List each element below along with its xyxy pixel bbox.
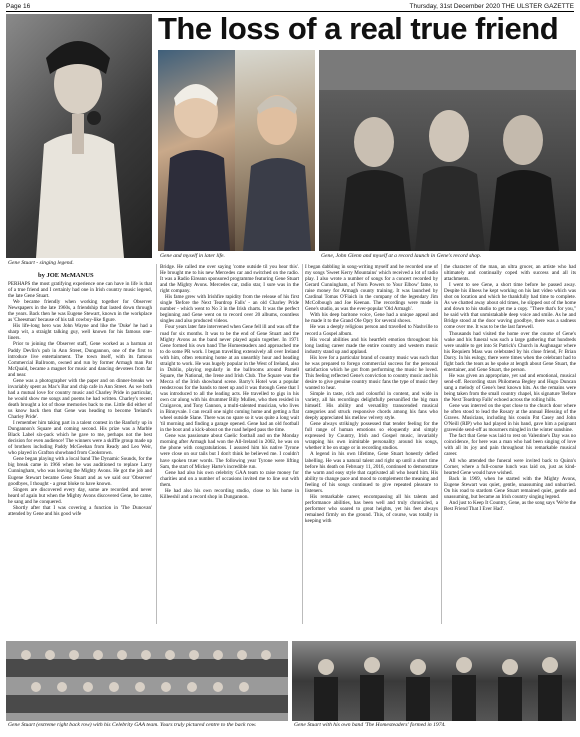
article-column-3 <box>305 264 438 638</box>
article-column-1 <box>8 281 152 638</box>
caption-celebrity-gaa-team: Gene Stuart (extreme right back row) with his Celebrity GAA team. Yours truly pictured centre to the back row. <box>8 722 257 728</box>
paragraph: Thousands had visited the home over the course of Gene's wake and his funeral was such a large gathering that hundreds were unable to get into St Patrick's Church in Aughnagar where his Requiem Mass was celebrated by his close friend, Fr Brian Darcy. In his eulogy, there were times when the celebrant had to fight back the tears as he spoke at length about Gene Stuart, the entertainer, and Gene Stuart, the person. <box>444 330 576 373</box>
paragraph: Simple in taste, rich and colourful in content, and wide in variety, all his recordings delightfully personified the big man himself. His ability and versatility transcended musical categories and struck responsive chords among his fans who deeply appreciated his mellow velvety style. <box>305 390 438 422</box>
paragraph: I began dabbling in song-writing myself and he recorded one of my songs 'Sweet Kerry Mountains' which received a lot of radio play. I also wrote a number of songs for a concert recorded by Gerard Cunningham, of Norn Powers to Your Elbow' fame, to raise money for Armagh county training. It was launched by Cardinal Tomas O'Fiaich in the company of the legendary Jim McColbough and Joe Keenan. The recordings were made in Gene's studio, as was the ever-popular 'Old Armagh'. <box>305 264 438 313</box>
three-men-icon <box>319 50 576 251</box>
paragraph: Four years later fate intervened when Gene fell ill and was off the road for six months. It was to be the end of Gene Stuart and the Mighty Avons as the band never played again together. In 1971 Gene formed his own band The Homesteaders and approached me to do some PR work. I began travelling extensively all over Ireland with him, often returning home at an unearthly hour and heading straight to work. He was hugely popular in the West of Ireland, also in Dublin, playing regularly in the ballrooms around Parnell Square, the National, the Irene and Irish Club. The Square was the Mecca of the Irish showband scene. Barry's Hotel was a popular rendezvous for the bands to meet up and it was through Gene that I was introduced to all the leading acts. He travelled to gigs in his own car along with his drummer Billy Mullen, who then resided in Craigavon, and Tony Gannon, a multi-talented musician, who lives in Binnyvale. I can recall one night coming home and getting a flat wheel outside Slane. There was no spare so it was quite a long wait 'til morning and finding a garage opened. Gene had an old football in the boot and a kick-about on the road helped pass the time. <box>160 324 299 434</box>
photo-author-later-life <box>235 50 315 251</box>
paragraph: the character of the man, an ultra grocer, an artiste who had ultimately and continually coped with success and all its attachments. <box>444 264 576 283</box>
paragraph: Gene began playing with a local band The Dynamic Sounds, for the big break came in 1966 when he was auditioned to replace Larry Cunningham, who was leaving the Mighty Avons. He got the job and Eugene Stewart became Gene Stuart and as we said our 'Observer' goodbyes, I thought - a great bloke to have known. <box>8 456 152 487</box>
paragraph: He had also his own recording studio, close to his home in Killeeshil and a record shop in Dungannon. <box>160 487 299 500</box>
paragraph: His vocal abilities and his heartfelt emotion throughout his long lasting career made the entire country and western music industry stand up and applaud. <box>305 336 438 355</box>
paragraph: Bridge. He called me over saying 'come outside til you hear this'. He brought me to his new Mercedes car and switched on the radio. It was a Radio Eireann sponsored programme featuring Gene Stuart and the Mighty Avons. Mercedes car, radio star, I sure was in the right company. <box>160 264 299 295</box>
paragraph: The fact that Gene was laid to rest on Valentine's Day was no coincidence, for here was a man who had been singing of love with all its joy and pain throughout his remarkable musical career. <box>444 433 576 458</box>
paragraph: His life-long hero was John Wayne and like the 'Duke' he had a sharp wit, a straight talking guy, well known for his famous one-liners. <box>8 323 152 342</box>
paragraph: His love for a particular brand of country music was such that he was prepared to forego commercial success for the personal satisfaction which he got from performing the music he loved. This feeling reflected Gene's conviction to country music and his desire to give genuine country music fans the type of music they wanted to hear. <box>305 354 438 391</box>
photo-gene-later-life <box>158 50 235 251</box>
column-rule <box>156 264 157 624</box>
person-portrait-icon <box>158 50 235 251</box>
paragraph: Singers are discovered every day, some are recorded and never heard of again but when the Mighty Avons discovered Gene, he came, he sang and he conquered. <box>8 486 152 505</box>
article-column-2 <box>160 264 299 638</box>
photo-record-launch <box>319 50 576 251</box>
caption-gene-and-author: Gene and myself in later life. <box>160 253 225 259</box>
paragraph: PERHAPS the most gratifying experience one can have in life is that of a true friend and I certainly had one in Irish country music legend, the late Gene Stuart. <box>8 281 152 300</box>
article-column-4 <box>444 264 576 638</box>
paragraph: Prior to joining the Observer staff, Gene worked as a barman at Paddy Devlin's pub in Ann Street, Dungannon, one of the first to introduce live entertainment. The town itself, with its famous Commercial Ballroom, owned and run by former Armagh man Pat McQuaid, became a magnet for music and dancing devotees from far and near. <box>8 341 152 378</box>
paragraph: All who attended the funeral were invited back to Quinn's Corner, where a full-course lunch was laid on, just as kind-hearted Gene would have wished. <box>444 457 576 476</box>
column-rule <box>302 264 303 624</box>
caption-gene-singing: Gene Stuart - singing legend. <box>8 260 74 266</box>
paragraph: I went to see Gene, a short time before he passed away. Despite his illness he kept working on his last video which was shot on location and which he thankfully had time to complete. As we chatted away about old times, he slipped out of the home and down to his studio to get me a copy. "There that's for you," he said with that unmistakable deep voice and smile. As he and Bridge stood at the door waving goodbye, there was a sadness come over me. It was to be the last farewell. <box>444 282 576 331</box>
band-group-icon <box>292 641 576 721</box>
singer-silhouette-icon <box>6 14 152 258</box>
paragraph: A legend in his own lifetime, Gene Stuart honestly defied labelling. He was a natural talent and right up until a short time before his death on February 11, 2016, continued to demonstrate the warm and easy style that captivated all who heard him. His ability to change pace and mood to complement the meaning and feeling of his songs continued to give repeated pleasure to listeners. <box>305 451 438 494</box>
paragraph: Gene was a photographer with the paper and on dinner-breaks we invariably spent as Mac's Bar and chip cafe in Ann Street. As we both had a mutual love for country music and Charley Pride in particular, he would show me songs and poems he had written. Charley's recent death brought a lot of those memories back to me. Little did either of us know back then that Gene was heading to become 'Ireland's Charley Pride'. <box>8 377 152 421</box>
paragraph: Back in 1969, when he started with the Mighty Avons, Eugene Stewart was quiet, gentle, unassuming and unhurried. On his road to stardom Gene Stuart remained quiet, gentle and unassuming, but became an Irish country singing legend. <box>444 475 576 500</box>
paragraph: And just to Keep It Country, Gene, as the song says 'We're the Best Friend That I Ever Had'. <box>444 499 576 512</box>
caption-homesteaders-band: Gene Stuart with his own band 'The Homesteaders' formed in 1974. <box>294 722 446 728</box>
page-number: Page 16 <box>6 3 31 10</box>
paragraph: We became friendly when working together for Observer Newspapers in the late 1960s, a friendship that lasted down through the years. Back then he was Eugene Stewart, known in the workplace as 'Cheesman' because of his tall cowboy-like figure. <box>8 299 152 324</box>
photo-gene-singing <box>6 14 152 258</box>
paragraph: Shortly after that I was covering a function in 'The Dunovan' attended by Gene and his good wife <box>8 504 152 517</box>
paragraph: Gene was passionate about Gaelic football and on the Monday morning after Armagh had won the All-Ireland in 2002, he was on the phone with congratulations. I assured him his native Tyrone were close on our tails but I don't think he believed me. I couldn't have spoken truer words. The following year Tyrone were lifting Sam, the start of Mickey Harte's incredible run. <box>160 433 299 470</box>
paragraph: Gene had also his own celebrity GAA team to raise money for charities and on a number of occasions invited me to line out with them. <box>160 469 299 488</box>
team-group-icon <box>6 641 288 721</box>
paragraph: He was given an appropriate, yet sad and emotional, musical send-off. Recording stars Philomena Begley and Hugo Duncan sang a melody of Gene's best known hits. As the remains were being taken from the small country chapel, his signature 'Before the Next Teardrop Falls' echoed across the rolling hills. <box>444 372 576 404</box>
paragraph: His remarkable career, encompassing all his talents and performance abilities, has been well and truly chronicled, a performer who soared to great heights, yet his feet always remained firmly on the ground. This, of course, was totally in keeping with <box>305 493 438 524</box>
byline: by JOE McMANUS <box>38 272 94 279</box>
photo-homesteaders-band <box>292 641 576 721</box>
paragraph: I remember him taking part in a talent contest in the Ranfurly up in Dungannon's Square and coming second. His prize was a Marble Black Label six-pack which he gave to me, perhaps not the best decision for even audience! The winners were a skiffle group made up of brothers including Paddy McGeehan from Ready and Leo Weir, who played in Grafton showband from Cookstown. <box>8 420 152 457</box>
photo-celebrity-gaa-team <box>6 641 288 721</box>
paragraph: With his deep baritone voice, Gene had a unique appeal and he made it to the Grand Ole Opry for several shows. <box>305 312 438 325</box>
headline: The loss of a real true friend <box>158 11 559 46</box>
date-line: Thursday, 31st December 2020 THE ULSTER GAZETTE <box>409 3 574 10</box>
column-rule <box>441 264 442 624</box>
paragraph: Gene was interred on the spot close to the church door where he often stood to lead the Rosary at the annual Blessing of the Graves. Musicians, including his cousin Pat Casey and John O'Neill (RIP) who had played in his band, gave him a poignant graveside send-off as mourners mingled in the winter sunshine. <box>444 403 576 434</box>
person-portrait-icon <box>235 50 315 251</box>
paragraph: His fame grew with Irishfire rapidity from the release of his first single 'Before the Next Teardrop Falls' - an old Charley Pride number - which went to No 3 in the Irish charts. It was the perfect beginning and Gene went on to record over 20 albums, countless singles and also produced videos. <box>160 294 299 325</box>
caption-record-launch: Gene, John Glenn and myself at a record launch in Gene's record shop. <box>321 253 482 259</box>
paragraph: Gene always strikingly possessed that tender feeling for the full range of human emotions so eloquently and simply expressed by Country, Irish and Gospel music, invariably wrapping his own inimitable personality around his songs, whether it be on stage or in recording studios. <box>305 421 438 452</box>
paragraph: He was a deeply religious person and travelled to Nashville to record a Gospel album. <box>305 324 438 337</box>
